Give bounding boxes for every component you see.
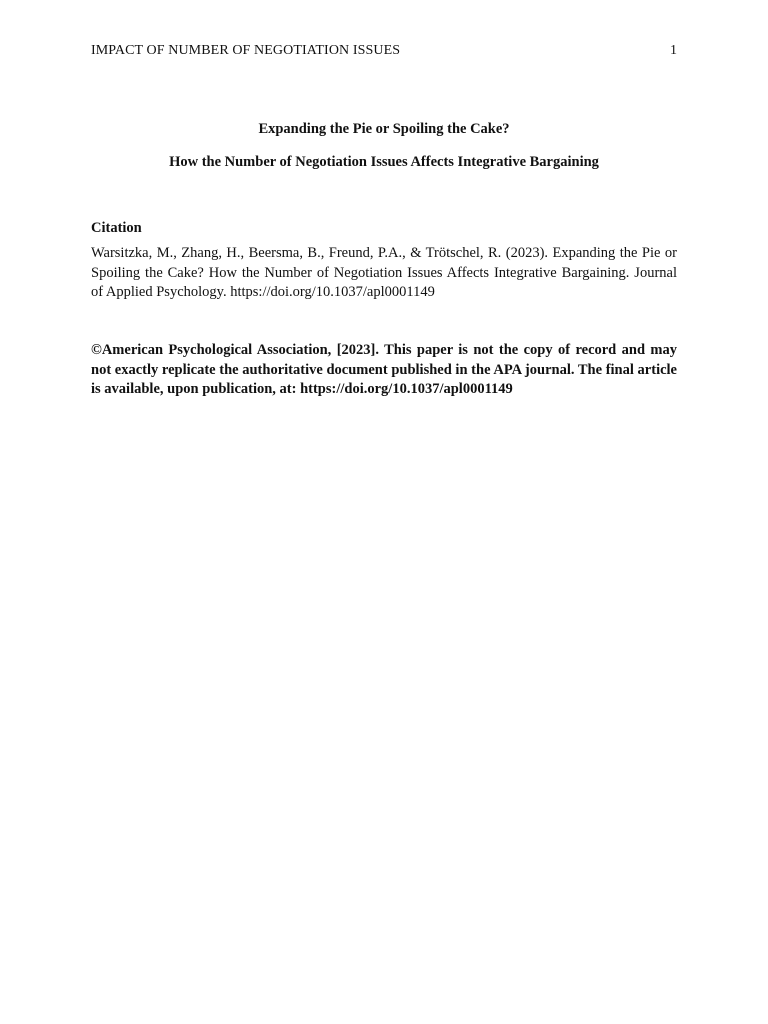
citation-heading: Citation xyxy=(91,220,142,236)
page-number: 1 xyxy=(670,43,677,58)
running-head-title: IMPACT OF NUMBER OF NEGOTIATION ISSUES xyxy=(91,43,401,58)
citation-section xyxy=(91,219,677,303)
copyright-section xyxy=(91,341,677,400)
paper-subtitle: How the Number of Negotiation Issues Affects Integrative Bargaining xyxy=(169,154,599,170)
title-block xyxy=(91,120,677,171)
running-head xyxy=(91,42,677,60)
copyright-notice: ©American Psychological Association, [2023]. This paper is not the copy of record and may not exactly replicate the authoritative document published in the APA journal. The final article is available, upon publication, at: https://doi.org/10.1037/apl0001149 xyxy=(91,342,677,397)
citation-text: Warsitzka, M., Zhang, H., Beersma, B., Freund, P.A., & Trötschel, R. (2023). Expanding the Pie or Spoiling the Cake? How the Number of Negotiation Issues Affects Integrative Bargaining. Journal of Applied Psychology. https://doi.org/10.1037/apl0001149 xyxy=(91,245,677,300)
paper-title: Expanding the Pie or Spoiling the Cake? xyxy=(258,121,510,137)
